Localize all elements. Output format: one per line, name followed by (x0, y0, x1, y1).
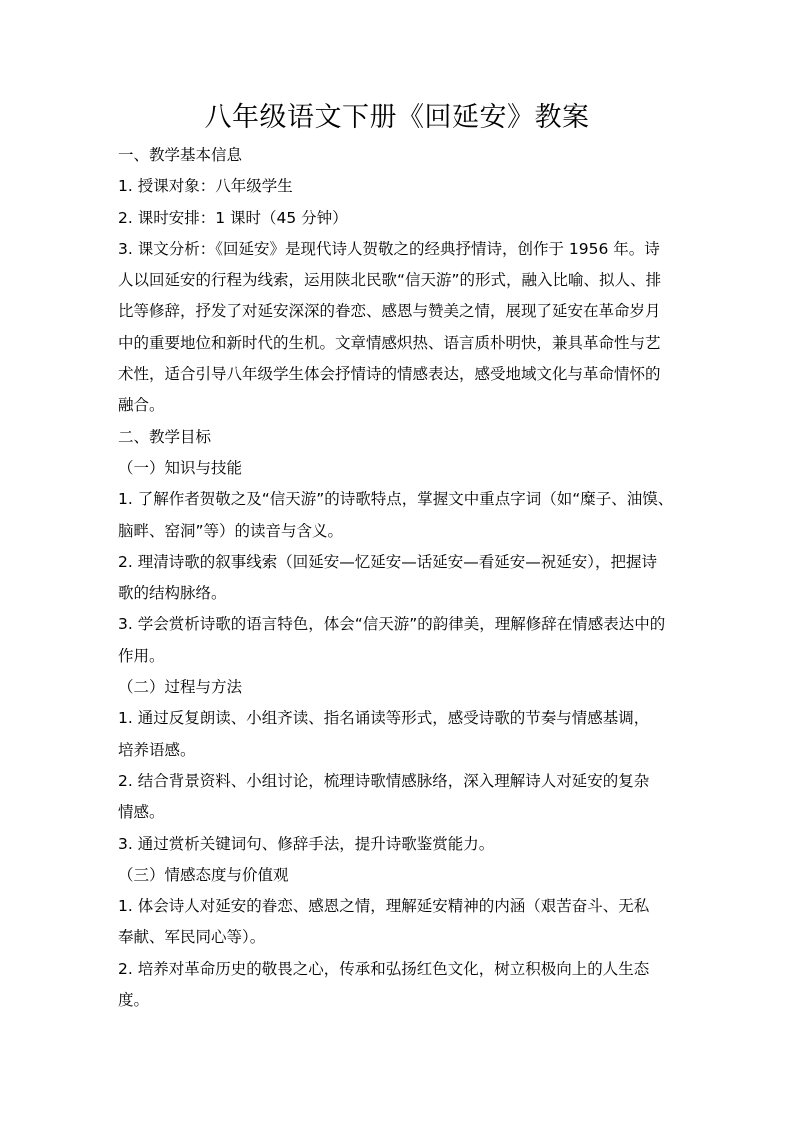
info-text-analysis-cont: 术性，适合引导八年级学生体会抒情诗的情感表达，感受地域文化与革命情怀的 (118, 365, 661, 384)
objective-item-cont: 歌的结构脉络。 (118, 584, 227, 603)
objective-item: 1. 通过反复朗读、小组齐读、指名诵读等形式，感受诗歌的节奏与情感基调， (118, 709, 650, 728)
objective-item-cont: 情感。 (118, 803, 165, 822)
objective-item-cont: 脑畔、窑洞”等）的读音与含义。 (118, 521, 344, 540)
info-text-analysis-cont: 比等修辞，抒发了对延安深深的眷恋、感恩与赞美之情，展现了延安在革命岁月 (118, 302, 661, 321)
objective-item: 2. 理清诗歌的叙事线索（回延安—忆延安—话延安—看延安—祝延安），把握诗 (118, 552, 657, 571)
section-heading-objectives: 二、教学目标 (118, 427, 212, 446)
info-schedule: 2. 课时安排：1 课时（45 分钟） (118, 208, 348, 227)
objective-item: 2. 结合背景资料、小组讨论，梳理诗歌情感脉络，深入理解诗人对延安的复杂 (118, 771, 650, 790)
subheading-emotion-values: （三）情感态度与价值观 (118, 865, 289, 884)
subheading-knowledge-skills: （一）知识与技能 (118, 458, 243, 477)
objective-item-cont: 度。 (118, 991, 150, 1010)
info-text-analysis: 3. 课文分析：《回延安》是现代诗人贺敬之的经典抒情诗，创作于 1956 年。诗 (118, 239, 660, 258)
objective-item: 2. 培养对革命历史的敬畏之心，传承和弘扬红色文化，树立积极向上的人生态 (118, 959, 650, 978)
objective-item: 3. 学会赏析诗歌的语言特色，体会“信天游”的韵律美，理解修辞在情感表达中的 (118, 615, 666, 634)
info-text-analysis-cont: 融合。 (118, 396, 165, 415)
objective-item-cont: 奉献、军民同心等）。 (118, 928, 266, 947)
objective-item: 1. 体会诗人对延安的眷恋、感恩之情，理解延安精神的内涵（艰苦奋斗、无私 (118, 897, 650, 916)
objective-item-cont: 作用。 (118, 646, 165, 665)
info-audience: 1. 授课对象：八年级学生 (118, 177, 293, 196)
info-text-analysis-cont: 中的重要地位和新时代的生机。文章情感炽热、语言质朴明快，兼具革命性与艺 (118, 333, 661, 352)
document-title: 八年级语文下册《回延安》教案 (204, 102, 590, 133)
document-body (118, 140, 680, 1016)
subheading-process-methods: （二）过程与方法 (118, 678, 243, 697)
info-text-analysis-cont: 人以回延安的行程为线索，运用陕北民歌“信天游”的形式，融入比喻、拟人、排 (118, 271, 662, 290)
objective-item: 1. 了解作者贺敬之及“信天游”的诗歌特点，掌握文中重点字词（如“糜子、油馍、 (118, 490, 674, 509)
objective-item: 3. 通过赏析关键词句、修辞手法，提升诗歌鉴赏能力。 (118, 834, 495, 853)
objective-item-cont: 培养语感。 (118, 740, 196, 759)
section-heading-basic-info: 一、教学基本信息 (118, 146, 243, 164)
